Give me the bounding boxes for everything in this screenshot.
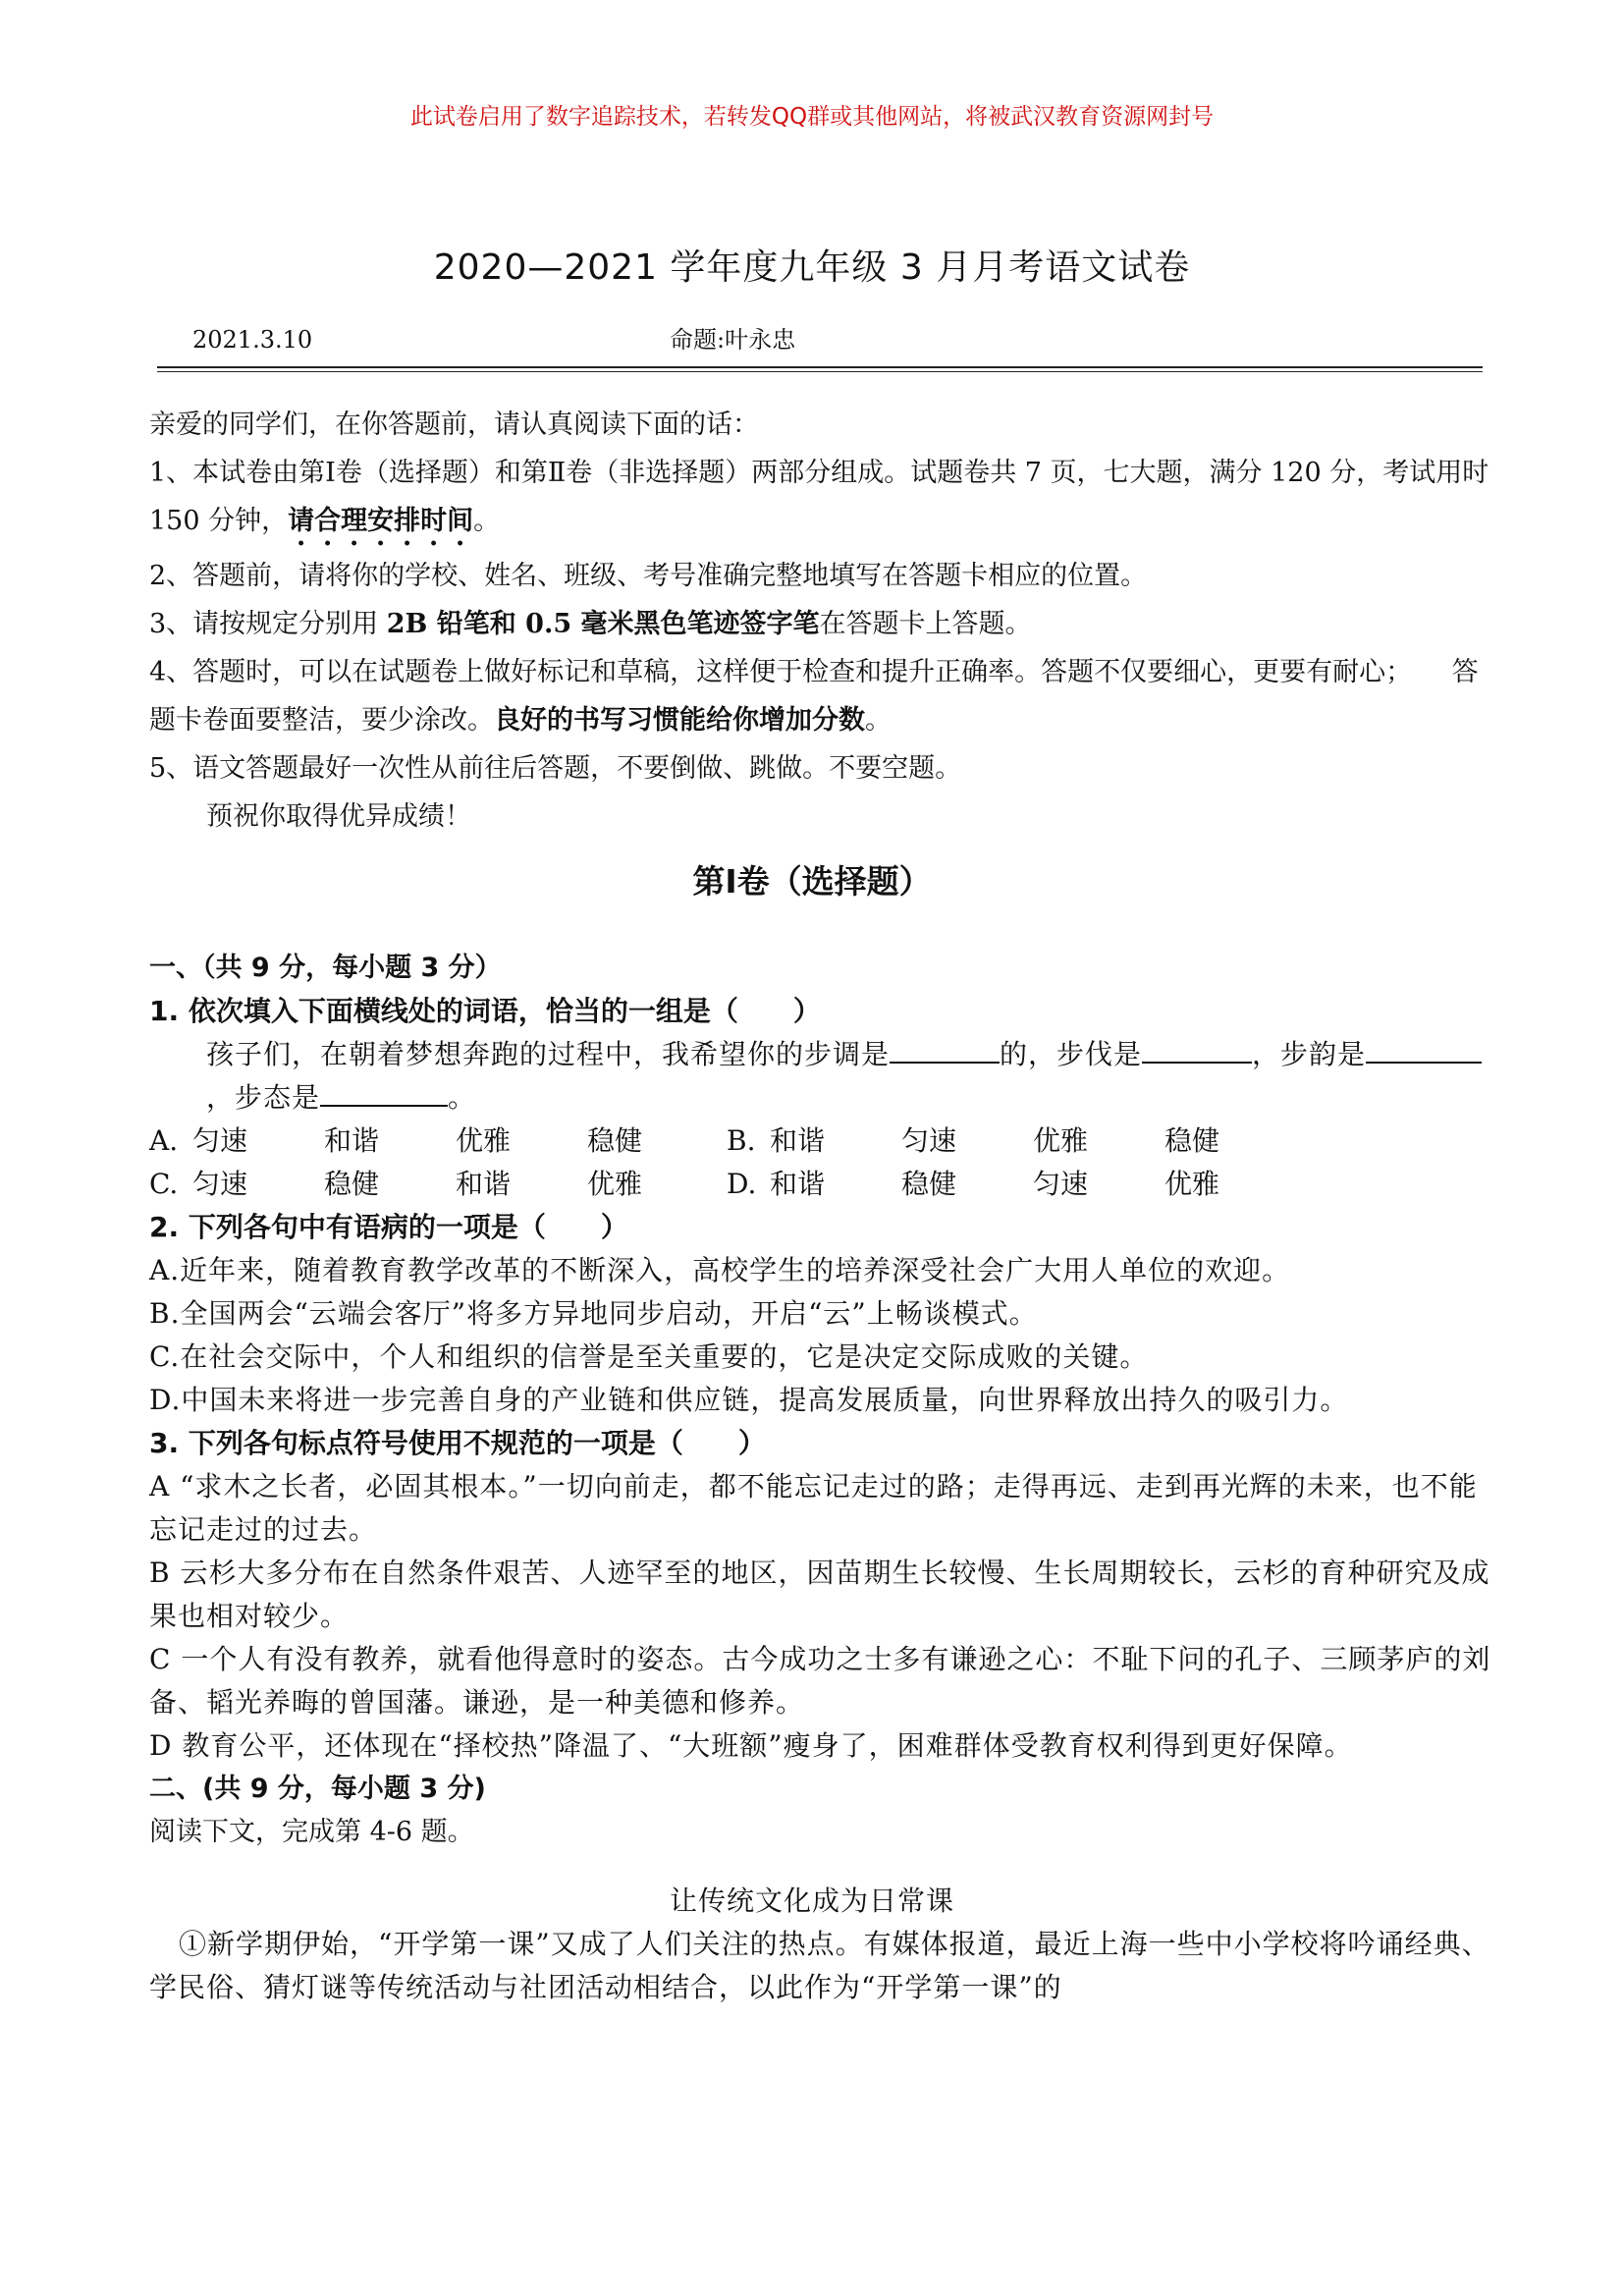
question-3-stem: 3. 下列各句标点符号使用不规范的一项是（ ） xyxy=(149,1427,766,1459)
part-2-header: 二、(共 9 分，每小题 3 分) xyxy=(149,1774,486,1804)
exam-date: 2021.3.10 xyxy=(192,326,313,354)
question-1-stem: 1. 依次填入下面横线处的词语，恰当的一组是（ ） xyxy=(149,995,821,1027)
q1-option-c-word: 和谐 xyxy=(456,1168,512,1200)
q3-option-a: A “求木之长者，必固其根本。”一切向前走，都不能忘记走过的路；走得再远、走到再光辉的未来，也不能忘记走过的过去。 xyxy=(149,1470,1478,1546)
q1-option-c-word: 优雅 xyxy=(587,1168,643,1200)
header-rule-thin xyxy=(157,371,1483,372)
question-2-stem: 2. 下列各句中有语病的一项是（ ） xyxy=(149,1211,628,1243)
q1-option-d-word: 稳健 xyxy=(901,1168,957,1200)
q1-text-a: 孩子们，在朝着梦想奔跑的过程中，我希望你的步调是 xyxy=(206,1038,891,1070)
q1-text-e: 。 xyxy=(448,1081,477,1114)
q1-option-d-word: 匀速 xyxy=(1033,1168,1089,1200)
intro-item-4-text: 4、答题时，可以在试题卷上做好标记和草稿，这样便于检查和提升正确率。答题不仅要细心，更要有耐心； 答题卡卷面要整洁，要少涂改。 xyxy=(149,657,1479,736)
section-1-title: 第Ⅰ卷（选择题） xyxy=(692,862,932,901)
exam-meta xyxy=(192,320,1469,359)
article-title: 让传统文化成为日常课 xyxy=(669,1885,954,1917)
part-2-instruction: 阅读下文，完成第 4-6 题。 xyxy=(149,1817,474,1847)
intro-item-3-bold: 2B 铅笔和 0.5 毫米黑色笔迹签字笔 xyxy=(386,609,820,639)
exam-title: 2020—2021 学年度九年级 3 月月考语文试卷 xyxy=(433,247,1191,288)
q1-option-a-word: 匀速 xyxy=(192,1124,248,1157)
q1-option-b-word: 和谐 xyxy=(770,1124,826,1157)
exam-body xyxy=(149,401,1504,2009)
q1-text-c: ，步韵是 xyxy=(1252,1038,1367,1070)
question-1-options-row-1 xyxy=(149,1120,1504,1163)
q1-blank-2 xyxy=(1142,1040,1252,1064)
intro-item-4-bold: 良好的书写习惯能给你增加分数 xyxy=(494,705,865,736)
intro-item-1-emphasis: 请合理安排时间 xyxy=(288,506,474,536)
q1-option-b-word: 稳健 xyxy=(1164,1124,1220,1157)
intro-item-3 xyxy=(149,600,1504,648)
q1-option-d-label: D. xyxy=(727,1168,757,1200)
q1-blank-3 xyxy=(1366,1040,1482,1064)
intro-item-4 xyxy=(149,648,1504,744)
q3-option-b: B 云杉大多分布在自然条件艰苦、人迹罕至的地区，因苗期生长较慢、生长周期较长，云杉的育种研究及成果也相对较少。 xyxy=(149,1557,1490,1632)
intro-item-3-end: 在答题卡上答题。 xyxy=(819,609,1032,639)
q2-option-b: B.全国两会“云端会客厅”将多方异地同步启动，开启“云”上畅谈模式。 xyxy=(149,1297,1038,1330)
header-rule-thick xyxy=(157,366,1483,368)
tracking-warning: 此试卷启用了数字追踪技术，若转发QQ群或其他网站，将被武汉教育资源网封号 xyxy=(409,104,1215,130)
q1-option-b-word: 匀速 xyxy=(901,1124,957,1157)
q1-text-d: ，步态是 xyxy=(206,1081,321,1114)
q1-option-b-word: 优雅 xyxy=(1033,1124,1089,1157)
q1-option-a-word: 稳健 xyxy=(587,1124,643,1157)
q1-option-b-label: B. xyxy=(727,1124,756,1157)
intro-wish: 预祝你取得优异成绩！ xyxy=(206,801,471,832)
q1-option-c-word: 稳健 xyxy=(324,1168,380,1200)
q3-option-c: C 一个人有没有教养，就看他得意时的姿态。古今成功之士多有谦逊之心：不耻下问的孔子、三顾茅庐的刘备、韬光养晦的曾国藩。谦逊，是一种美德和修养。 xyxy=(149,1643,1491,1719)
intro-item-1 xyxy=(149,449,1504,552)
q3-option-d: D 教育公平，还体现在“择校热”降温了、“大班额”瘦身了，困难群体受教育权利得到更好保障。 xyxy=(149,1729,1353,1762)
q1-blank-1 xyxy=(890,1040,1000,1064)
question-1-passage xyxy=(149,1033,1504,1120)
q1-option-a xyxy=(149,1120,727,1163)
question-1-options-row-2 xyxy=(149,1163,1504,1206)
intro-item-1-text: 1、本试卷由第Ⅰ卷（选择题）和第Ⅱ卷（非选择题）两部分组成。试题卷共 7 页，七大题，满分 120 分，考试用时 150 分钟， xyxy=(149,458,1489,536)
intro-greeting: 亲爱的同学们，在你答题前，请认真阅读下面的话： xyxy=(149,410,759,440)
part-1-header: 一、（共 9 分，每小题 3 分） xyxy=(149,953,502,983)
q1-option-c xyxy=(149,1163,727,1206)
q1-option-c-label: C. xyxy=(149,1168,179,1200)
q1-option-d-word: 优雅 xyxy=(1164,1168,1220,1200)
intro-item-5: 5、语文答题最好一次性从前往后答题，不要倒做、跳做。不要空题。 xyxy=(149,753,962,784)
exam-author: 命题:叶永忠 xyxy=(670,326,796,354)
q1-option-c-word: 匀速 xyxy=(192,1168,248,1200)
intro-item-1-end: 。 xyxy=(473,506,501,536)
q2-option-c: C.在社会交际中，个人和组织的信誉是至关重要的，它是决定交际成败的关键。 xyxy=(149,1340,1149,1373)
intro-item-3-text: 3、请按规定分别用 xyxy=(149,609,387,639)
q1-option-a-word: 和谐 xyxy=(324,1124,380,1157)
q2-option-d: D.中国未来将进一步完善自身的产业链和供应链，提高发展质量，向世界释放出持久的吸引力。 xyxy=(149,1384,1349,1416)
q1-option-b xyxy=(727,1120,1304,1163)
intro-item-4-end: 。 xyxy=(865,705,892,736)
q1-option-d-word: 和谐 xyxy=(770,1168,826,1200)
article-paragraph-1: ①新学期伊始，“开学第一课”又成了人们关注的热点。有媒体报道，最近上海一些中小学校将吟诵经典、学民俗、猜灯谜等传统活动与社团活动相结合，以此作为“开学第一课”的 xyxy=(149,1928,1490,2003)
q1-option-d xyxy=(727,1163,1304,1206)
q1-option-a-word: 优雅 xyxy=(456,1124,512,1157)
q1-blank-4 xyxy=(320,1083,448,1107)
intro-item-2: 2、答题前，请将你的学校、姓名、班级、考号准确完整地填写在答题卡相应的位置。 xyxy=(149,561,1148,591)
q1-text-b: 的，步伐是 xyxy=(1000,1038,1143,1070)
q1-option-a-label: A. xyxy=(149,1124,179,1157)
q2-option-a: A.近年来，随着教育教学改革的不断深入，高校学生的培养深受社会广大用人单位的欢迎。 xyxy=(149,1254,1291,1286)
